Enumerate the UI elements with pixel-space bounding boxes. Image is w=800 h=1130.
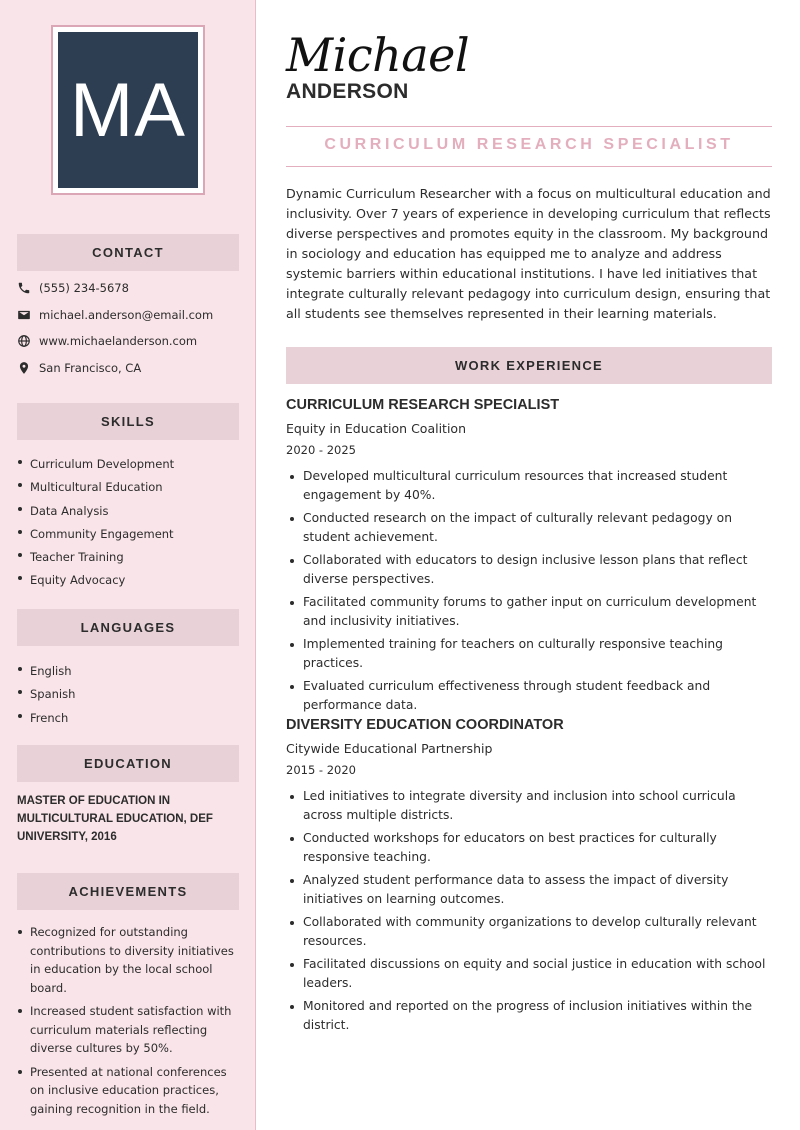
- job-dates: 2020 - 2025: [286, 443, 356, 457]
- list-item: Recognized for outstanding contributions to diversity initiatives in education by the local school board.: [17, 923, 239, 997]
- list-item: Analyzed student performance data to assess the impact of diversity initiatives on learning outcomes.: [286, 871, 772, 909]
- list-item: Collaborated with community organizations to develop culturally relevant resources.: [286, 913, 772, 951]
- job-entry: [286, 717, 772, 1039]
- contact-website: [17, 331, 197, 351]
- list-item: Increased student satisfaction with curriculum materials reflecting diverse cultures by 50%.: [17, 1002, 239, 1058]
- education-heading: EDUCATION: [17, 745, 239, 782]
- job-org: Citywide Educational Partnership: [286, 741, 493, 756]
- job-title: CURRICULUM RESEARCH SPECIALIST: [324, 136, 734, 153]
- contact-heading: CONTACT: [17, 234, 239, 271]
- languages-heading: LANGUAGES: [17, 609, 239, 646]
- envelope-icon: [17, 308, 31, 322]
- skills-heading: SKILLS: [17, 403, 239, 440]
- list-item: Led initiatives to integrate diversity and inclusion into school curricula across multiple districts.: [286, 787, 772, 825]
- first-name: Michael: [286, 28, 470, 82]
- job-bullets: [286, 467, 772, 715]
- list-item: Monitored and reported on the progress of inclusion initiatives within the district.: [286, 997, 772, 1035]
- list-item: Implemented training for teachers on culturally responsive teaching practices.: [286, 635, 772, 673]
- work-experience-heading: WORK EXPERIENCE: [286, 347, 772, 384]
- monogram: MA: [58, 32, 198, 188]
- last-name: ANDERSON: [286, 80, 409, 103]
- sidebar: [0, 0, 256, 1130]
- contact-email: [17, 305, 213, 325]
- achievements-heading: ACHIEVEMENTS: [17, 873, 239, 910]
- list-item: Facilitated community forums to gather input on curriculum development and inclusivity initiatives.: [286, 593, 772, 631]
- location-text: San Francisco, CA: [39, 361, 142, 375]
- list-item: Data Analysis: [17, 500, 239, 523]
- divider: [286, 126, 772, 127]
- contact-phone: [17, 278, 129, 298]
- location-pin-icon: [17, 361, 31, 375]
- list-item: Developed multicultural curriculum resources that increased student engagement by 40%.: [286, 467, 772, 505]
- list-item: Teacher Training: [17, 546, 239, 569]
- summary: Dynamic Curriculum Researcher with a focus on multicultural education and inclusivity. Over 7 years of experience in developing curriculum that reflects diverse perspectives and promotes equity in the classroom. My background in sociology and education has equipped me to analyze and address systemic barriers within educational institutions. I have led initiatives that integrate culturally relevant pedagogy into curriculum design, ensuring that all students see themselves represented in their learning materials.: [286, 186, 771, 321]
- list-item: Curriculum Development: [17, 453, 239, 476]
- skills-list: [17, 453, 239, 593]
- languages-list: [17, 660, 239, 730]
- list-item: Presented at national conferences on inclusive education practices, gaining recognition in the field.: [17, 1063, 239, 1119]
- list-item: Collaborated with educators to design inclusive lesson plans that reflect diverse perspectives.: [286, 551, 772, 589]
- achievements-list: [17, 923, 239, 1118]
- job-bullets: [286, 787, 772, 1035]
- contact-location: [17, 358, 141, 378]
- job-role: CURRICULUM RESEARCH SPECIALIST: [286, 397, 560, 413]
- divider: [286, 166, 772, 167]
- phone-icon: [17, 281, 31, 295]
- monogram-frame: [51, 25, 205, 195]
- list-item: Conducted workshops for educators on best practices for culturally responsive teaching.: [286, 829, 772, 867]
- phone-text[interactable]: (555) 234-5678: [39, 281, 129, 295]
- list-item: English: [17, 660, 239, 683]
- list-item: Facilitated discussions on equity and social justice in education with school leaders.: [286, 955, 772, 993]
- job-role: DIVERSITY EDUCATION COORDINATOR: [286, 717, 564, 733]
- list-item: Evaluated curriculum effectiveness through student feedback and performance data.: [286, 677, 772, 715]
- list-item: Multicultural Education: [17, 476, 239, 499]
- website-text[interactable]: www.michaelanderson.com: [39, 334, 198, 348]
- job-dates: 2015 - 2020: [286, 763, 356, 777]
- list-item: Spanish: [17, 683, 239, 706]
- email-text[interactable]: michael.anderson@email.com: [39, 308, 214, 322]
- education-entry: MASTER OF EDUCATION IN MULTICULTURAL EDUCATION, DEF UNIVERSITY, 2016: [17, 795, 213, 843]
- list-item: Equity Advocacy: [17, 569, 239, 592]
- job-entry: [286, 397, 772, 719]
- globe-icon: [17, 334, 31, 348]
- job-org: Equity in Education Coalition: [286, 421, 466, 436]
- list-item: Conducted research on the impact of culturally relevant pedagogy on student achievement.: [286, 509, 772, 547]
- list-item: Community Engagement: [17, 523, 239, 546]
- list-item: French: [17, 707, 239, 730]
